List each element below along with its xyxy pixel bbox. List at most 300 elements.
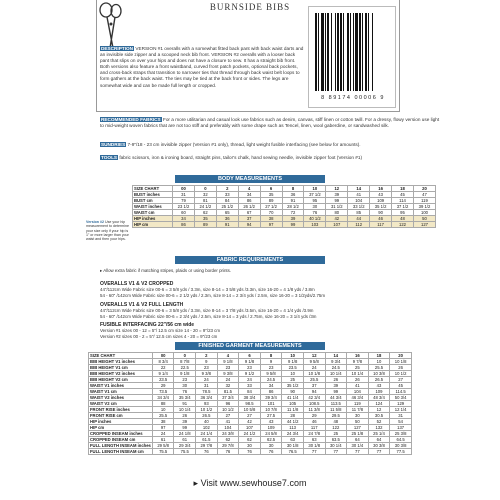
table-cell: 9 — [196, 359, 218, 365]
table-cell: 95 — [392, 210, 414, 216]
table-cell: 36 3/4 — [196, 395, 218, 401]
table-cell: 24 1/8 — [174, 431, 196, 437]
table-cell: 24 1/4 — [196, 431, 218, 437]
table-cell: 44 1/2 — [282, 419, 304, 425]
cropped-line-1: 44"/112cm Wide Fabric size 00-6 = 3 5/8 yds / 3.3m, size 8-14 = 3 5/8 yds /3.3m, size 16-20 = 4 1/8 yds / 3.8m — [100, 287, 315, 293]
table-cell: 60 — [173, 210, 195, 216]
table-cell: 30 3/8 — [368, 443, 390, 449]
size-header: 6 — [239, 353, 261, 359]
table-cell: 29 7/8 — [196, 443, 218, 449]
table-cell: 36 — [216, 216, 238, 222]
table-cell: 24 7/8 — [303, 431, 325, 437]
table-cell: 9 7/8 — [347, 359, 369, 365]
table-cell: 30 1/4 — [347, 443, 369, 449]
size-header: 16 — [370, 186, 392, 192]
size-header: 00 — [152, 353, 174, 359]
size-header: 2 — [216, 186, 238, 192]
size-header: 18 — [392, 186, 414, 192]
table-cell: 30 3/8 — [390, 443, 412, 449]
table-cell: 41 — [347, 383, 369, 389]
size-header: 18 — [368, 353, 390, 359]
table-row — [89, 431, 412, 437]
table-cell: 12 — [368, 407, 390, 413]
table-cell: 37 1/2 — [392, 204, 414, 210]
barcode-bars — [315, 13, 391, 91]
row-label: FULL LENGTH INSEAM inches — [90, 443, 151, 448]
table-cell: 26 — [390, 365, 412, 371]
table-cell: 70 — [260, 210, 282, 216]
table-cell: 99 — [282, 222, 304, 228]
table-cell: 31 — [196, 383, 218, 389]
table-cell: 33 — [239, 383, 261, 389]
row-label: WAIST cm — [133, 210, 173, 216]
table-cell: 105 — [282, 401, 304, 407]
barcode-bar — [373, 13, 375, 91]
table-cell: 28 — [282, 413, 304, 419]
table-cell: 113 — [282, 425, 304, 431]
table-cell: 24 1/2 — [239, 431, 261, 437]
table-cell: 10 5/8 — [239, 407, 261, 413]
table-cell: 63 — [303, 437, 325, 443]
table-cell: 26 — [325, 377, 347, 383]
table-row — [133, 222, 436, 228]
table-cell: 95 — [304, 198, 326, 204]
table-cell: 54 — [390, 419, 412, 425]
table-cell: 10 1/2 — [390, 371, 412, 377]
finished-measurements-table — [88, 352, 412, 455]
table-cell: 85 — [348, 210, 370, 216]
table-cell: 109 — [370, 198, 392, 204]
table-cell: 25 1/2 — [216, 204, 238, 210]
table-cell: 10 1/4 — [325, 371, 347, 377]
table-cell: 24 3/4 — [282, 431, 304, 437]
table-cell: 114.5 — [390, 389, 412, 395]
table-cell: 30 1/8 — [303, 443, 325, 449]
size-header: 4 — [217, 353, 239, 359]
table-cell: 77 — [368, 449, 390, 455]
table-cell: 25 1/8 — [347, 431, 369, 437]
full-length-line-1: 44"/112cm Wide Fabric size 00-6 = 3 5/8 yds / 3.3m, size 8-14 = 3 7/8 yds /3.5m, size 16-20 = 4 1/4 yds /3.9m — [100, 308, 314, 314]
table-cell: 31 1/2 — [326, 204, 348, 210]
table-cell: 35 3/4 — [174, 395, 196, 401]
table-cell: 27 1/2 — [260, 204, 282, 210]
table-cell: 46 — [370, 216, 392, 222]
table-cell: 10 1/4 — [174, 407, 196, 413]
table-cell: 93 — [196, 401, 218, 407]
table-cell: 86 — [173, 222, 195, 228]
table-cell: 67 — [238, 210, 260, 216]
table-row — [89, 443, 412, 449]
table-cell: 41 — [348, 192, 370, 198]
table-cell: 24 5/8 — [260, 431, 282, 437]
table-cell: 63 — [282, 437, 304, 443]
scissors-icon — [98, 2, 124, 50]
fusible-title: FUSIBLE INTERFACING 22"/56 cm wide — [100, 322, 195, 328]
size-header: 4 — [238, 186, 260, 192]
arrow-icon: ▸ — [193, 478, 201, 488]
table-cell: 45 — [390, 383, 412, 389]
table-cell: 61 — [174, 437, 196, 443]
table-cell: 78.5 — [196, 389, 218, 395]
table-cell: 62 — [217, 437, 239, 443]
size-header: 2 — [196, 353, 218, 359]
table-cell: 25 3/8 — [390, 431, 412, 437]
table-cell: 109 — [368, 389, 390, 395]
table-cell: 101 — [260, 401, 282, 407]
table-cell: 77 — [325, 449, 347, 455]
table-cell: 97 — [152, 425, 174, 431]
table-cell: 39 1/2 — [413, 204, 435, 210]
table-cell: 77 — [347, 449, 369, 455]
table-cell: 35 1/2 — [282, 383, 304, 389]
table-cell: 9 1/8 — [239, 359, 261, 365]
full-length-requirements — [100, 302, 316, 319]
table-cell: 29.5 — [325, 413, 347, 419]
table-cell: 91 — [216, 222, 238, 228]
table-cell: 23 — [174, 377, 196, 383]
table-cell: 8 7/8 — [174, 359, 196, 365]
row-label: WAIST V2 inches — [89, 395, 153, 401]
table-cell: 104 — [217, 425, 239, 431]
table-cell: 76 — [239, 449, 261, 455]
row-label: BIB HEIGHT V2 cm — [89, 377, 153, 383]
table-cell: 34 3/4 — [152, 395, 174, 401]
table-cell: 76 — [196, 449, 218, 455]
description-block — [100, 46, 305, 89]
table-cell: 9 5/8 — [303, 359, 325, 365]
table-cell: 23 — [239, 365, 261, 371]
table-cell: 9 1/8 — [282, 359, 304, 365]
table-cell: 98.5 — [239, 401, 261, 407]
size-header: 16 — [347, 353, 369, 359]
table-cell: 39 — [174, 419, 196, 425]
table-cell: 84 — [239, 389, 261, 395]
table-cell: 50 — [347, 419, 369, 425]
table-cell: 34 — [260, 383, 282, 389]
size-header: 6 — [260, 186, 282, 192]
row-label: CROPPED INSEAM inches — [89, 431, 153, 437]
table-cell: 61.5 — [196, 437, 218, 443]
table-cell: 76 — [304, 210, 326, 216]
table-cell: 119 — [347, 401, 369, 407]
table-cell: 97 — [260, 222, 282, 228]
table-cell: 80 — [326, 210, 348, 216]
barcode-number: 8 89174 00006 9 — [321, 95, 385, 101]
table-cell: 30 — [304, 204, 326, 210]
table-cell: 29 5/8 — [152, 443, 174, 449]
table-cell: 122 — [325, 425, 347, 431]
table-cell: 26.5 — [196, 413, 218, 419]
size-header: 20 — [413, 186, 435, 192]
fusible-line-2: Version #2 sizes 00 - 2 = 5"/ 12.5 cm sizes 4 - 20 = 9"/23 cm — [100, 333, 218, 339]
table-cell: 84 — [216, 198, 238, 204]
table-cell: 41 — [217, 419, 239, 425]
table-cell: 127 — [347, 425, 369, 431]
table-cell: 9 5/8 — [260, 371, 282, 377]
table-cell: 24.5 — [260, 377, 282, 383]
size-header: 8 — [282, 186, 304, 192]
table-cell: 94 — [238, 222, 260, 228]
row-label: BIB HEIGHT V1 cm — [89, 365, 153, 371]
sundries-label: SUNDRIES — [101, 142, 126, 147]
table-cell: 9 1/8 — [217, 359, 239, 365]
table-cell: 99 — [325, 389, 347, 395]
row-label: HIP cm — [89, 425, 153, 431]
table-cell: 40 — [196, 419, 218, 425]
table-cell: 50 — [413, 216, 435, 222]
table-cell: 75.5 — [152, 449, 174, 455]
table-cell: 48 3/4 — [368, 395, 390, 401]
table-cell: 76 — [217, 449, 239, 455]
tools-text: fabric scissors, iron & ironing board, straight pins, tailor's chalk, hand sewing needle, invisible zipper foot (Version #1) — [119, 155, 363, 160]
table-cell: 33 — [216, 192, 238, 198]
table-cell: 79 — [173, 198, 195, 204]
table-cell: 77.5 — [390, 449, 412, 455]
table-cell: 37 1/2 — [304, 192, 326, 198]
table-cell: 24.5 — [325, 365, 347, 371]
table-cell: 127 — [413, 222, 435, 228]
table-cell: 76.5 — [282, 449, 304, 455]
table-cell: 38 — [152, 419, 174, 425]
table-cell: 122 — [392, 222, 414, 228]
table-cell: 62 — [239, 437, 261, 443]
size-header: 10 — [282, 353, 304, 359]
table-cell: 29 — [303, 413, 325, 419]
table-cell: 24 — [196, 377, 218, 383]
tools-label: TOOLS — [101, 155, 118, 160]
version2-note — [86, 220, 132, 241]
row-label: WAIST V1 cm — [89, 389, 153, 395]
table-cell: 86 — [238, 198, 260, 204]
table-cell: 62 — [194, 210, 216, 216]
table-cell: 86 — [260, 389, 282, 395]
table-cell: 46 — [303, 419, 325, 425]
table-cell: 30 — [239, 443, 261, 449]
table-cell: 27 — [239, 413, 261, 419]
table-cell: 26 — [347, 377, 369, 383]
table-cell: 107 — [326, 222, 348, 228]
table-cell: 29 3/4 — [174, 443, 196, 449]
table-cell: 34 — [173, 216, 195, 222]
size-header: 20 — [390, 353, 412, 359]
table-cell: 30 — [174, 383, 196, 389]
size-header: 14 — [348, 186, 370, 192]
table-cell: 107 — [239, 425, 261, 431]
table-cell: 24 3/8 — [217, 431, 239, 437]
table-cell: 34 — [238, 192, 260, 198]
table-cell: 11 3/8 — [303, 407, 325, 413]
table-cell: 114 — [392, 198, 414, 204]
table-cell: 91 — [282, 198, 304, 204]
table-cell: 30 1/4 — [325, 443, 347, 449]
row-label: WAIST V2 cm — [89, 401, 153, 407]
table-cell: 64 — [368, 437, 390, 443]
table-cell: 10 — [368, 359, 390, 365]
table-cell: 22 — [152, 365, 174, 371]
table-cell: 25 — [325, 431, 347, 437]
table-cell: 96 — [217, 401, 239, 407]
table-cell: 42 3/4 — [303, 395, 325, 401]
table-cell: 10 — [282, 371, 304, 377]
fusible-requirements — [100, 322, 220, 339]
table-cell: 46 3/4 — [347, 395, 369, 401]
table-cell: 39 3/4 — [260, 395, 282, 401]
table-cell: 10 1/8 — [303, 371, 325, 377]
table-cell: 117 — [370, 222, 392, 228]
table-cell: 99 — [174, 425, 196, 431]
table-cell: 99 — [326, 198, 348, 204]
allow-extra-note: ▸ Allow extra fabric if matching stripes, plaids or using border prints. — [100, 268, 232, 273]
row-label: FULL LENGTH INSEAM cm — [89, 449, 153, 455]
body-measurements-table — [132, 185, 436, 228]
full-length-title: OVERALLS V1 & V2 FULL LENGTH — [100, 302, 184, 308]
table-cell: 73.5 — [152, 389, 174, 395]
table-cell: 94 — [303, 389, 325, 395]
table-cell: 45 — [392, 192, 414, 198]
table-cell: 10 — [152, 407, 174, 413]
table-cell: 30.5 — [368, 413, 390, 419]
table-cell: 100 — [413, 210, 435, 216]
table-cell: 23 — [260, 365, 282, 371]
table-cell: 12 1/4 — [390, 407, 412, 413]
table-cell: 10 1/4 — [347, 371, 369, 377]
finished-measurements-heading: FINISHED GARMENT MEASUREMENTS — [175, 342, 325, 350]
table-cell: 23 — [196, 365, 218, 371]
fusible-line-1: Version #1 sizes 00 - 12 = 5"/ 12.5 cm size 14 - 20 = 9"/23 cm — [100, 328, 221, 334]
row-label: BIB HEIGHT V2 inches — [89, 371, 153, 377]
table-cell: 11 5/8 — [325, 407, 347, 413]
table-cell: 9 3/4 — [325, 359, 347, 365]
size-header: 12 — [303, 353, 325, 359]
size-header: 00 — [173, 186, 195, 192]
table-cell: 75.5 — [174, 449, 196, 455]
table-cell: 8 3/4 — [152, 359, 174, 365]
table-cell: 37 3/4 — [217, 395, 239, 401]
sundries-text: 7-9"/18 - 23 cm invisible zipper (Version #1 only), thread, light weight fusible interfacing (see below for amounts). — [127, 142, 361, 147]
bullet-icon: ▸ — [100, 268, 104, 273]
table-cell: 27.5 — [260, 413, 282, 419]
table-cell: 9 3/8 — [196, 371, 218, 377]
table-cell: 124 — [368, 401, 390, 407]
table-cell: 25.5 — [152, 413, 174, 419]
row-label: WAIST V1 inches — [89, 383, 153, 389]
table-cell: 62.5 — [260, 437, 282, 443]
page-title: BURNSIDE BIBS — [209, 2, 291, 12]
barcode — [308, 6, 396, 108]
table-cell: 10 1/2 — [217, 407, 239, 413]
table-cell: 31 — [390, 413, 412, 419]
table-cell: 76 — [260, 449, 282, 455]
table-cell: 112 — [348, 222, 370, 228]
table-cell: 31 — [173, 192, 195, 198]
row-label: CROPPED INSEAM cm — [89, 437, 153, 443]
table-cell: 25.5 — [368, 365, 390, 371]
table-cell: 39 — [326, 192, 348, 198]
table-cell: 50 3/4 — [390, 395, 412, 401]
tools-block — [100, 155, 440, 161]
table-cell: 9 1/2 — [239, 371, 261, 377]
visit-website[interactable]: ▸ Visit www.sewhouse7.com — [193, 478, 307, 488]
row-label: FRONT RISE inches — [89, 407, 153, 413]
table-cell: 89 — [194, 222, 216, 228]
fabrics-text: For a more utilitarian and casual look use fabrics such as denim, canvas, stiff linen or cotton twill. For a dressy, flowy version use light to mid-weight woven fabrics that are not too stiff and preferably with some drape such as Tencel, linen, wool gaberdine, or sandwashed silk. — [100, 117, 440, 129]
table-row — [89, 449, 412, 455]
table-cell: 22.5 — [174, 365, 196, 371]
table-cell: 11 1/8 — [282, 407, 304, 413]
fabric-requirements-heading: FABRIC REQUIREMENTS — [175, 256, 325, 264]
table-cell: 23.5 — [282, 365, 304, 371]
table-cell: 11 7/8 — [347, 407, 369, 413]
table-cell: 63.5 — [325, 437, 347, 443]
table-cell: 25 1/4 — [368, 431, 390, 437]
table-cell: 64 — [347, 437, 369, 443]
row-label: HIP inches — [89, 419, 153, 425]
table-cell: 29 7/8 — [217, 443, 239, 449]
table-cell: 102 — [196, 425, 218, 431]
row-label: BUST cm — [133, 198, 173, 204]
size-header: 14 — [325, 353, 347, 359]
table-cell: 88 — [152, 401, 174, 407]
cropped-title: OVERALLS V1 & V2 CROPPED — [100, 281, 174, 287]
row-label: BIB HEIGHT V1 inches — [89, 359, 153, 365]
table-cell: 24 1/2 — [194, 204, 216, 210]
row-label: HIP inches — [133, 216, 173, 222]
table-cell: 72 — [282, 210, 304, 216]
full-length-line-2: 54 - 60" /142cm Wide Fabric size 00-6 = 2 3/4 yds / 2.5m, size 8-14 = 3 yds / 2.75m, size 16-20 = 3 1/4 yds /3m — [100, 313, 317, 319]
description-text: VERSION #1 overalls with a somewhat fitted back pant with back waist darts and an invisible side zipper and a scooped neck bib front. VERSION #2 overalls with a looser back pant that slips on over your hips and does not have a closure to sew. It has a straight bib front. Both versions also feature a front waistband, curved front patch pockets, optional back pockets, and cross-back straps that transition to narrower ties that thread through back waist belt loops to form gathers at the back waist. The ties may be tied at the back front or sides. The legs are somewhat wide and can be made full length or cropped. — [100, 46, 304, 88]
version2-note-label: Version #2 — [86, 220, 104, 224]
table-cell: 117 — [303, 425, 325, 431]
table-cell: 35 — [260, 192, 282, 198]
table-cell: 81.5 — [217, 389, 239, 395]
table-cell: 52 — [368, 419, 390, 425]
row-label: HIP cm — [133, 222, 173, 228]
table-cell: 24 — [152, 431, 174, 437]
table-cell: 10 7/8 — [260, 407, 282, 413]
cropped-requirements — [100, 281, 325, 298]
table-cell: 24 — [239, 377, 261, 383]
table-cell: 44 — [348, 216, 370, 222]
table-cell: 119 — [413, 198, 435, 204]
table-cell: 109 — [260, 425, 282, 431]
table-cell: 33 1/2 — [348, 204, 370, 210]
table-cell: 24 — [217, 377, 239, 383]
fabrics-block — [100, 117, 440, 129]
table-cell: 81 — [194, 198, 216, 204]
table-cell: 23 1/2 — [173, 204, 195, 210]
table-cell: 76 — [174, 389, 196, 395]
table-cell: 43 — [368, 383, 390, 389]
table-cell: 44 3/4 — [325, 395, 347, 401]
table-cell: 137 — [390, 425, 412, 431]
table-cell: 91 — [174, 401, 196, 407]
table-cell: 48 — [392, 216, 414, 222]
table-cell: 25 — [282, 377, 304, 383]
size-header: 0 — [194, 186, 216, 192]
table-cell: 9 1/4 — [152, 371, 174, 377]
table-cell: 25.5 — [303, 377, 325, 383]
size-header: 10 — [304, 186, 326, 192]
table-cell: 23 — [217, 365, 239, 371]
table-cell: 38 — [260, 216, 282, 222]
table-cell: 26 — [174, 413, 196, 419]
table-cell: 38 3/4 — [239, 395, 261, 401]
table-cell: 42 — [239, 419, 261, 425]
table-cell: 26 1/2 — [238, 204, 260, 210]
row-label: BUST inches — [133, 192, 173, 198]
table-cell: 9 — [260, 359, 282, 365]
size-header: 8 — [260, 353, 282, 359]
